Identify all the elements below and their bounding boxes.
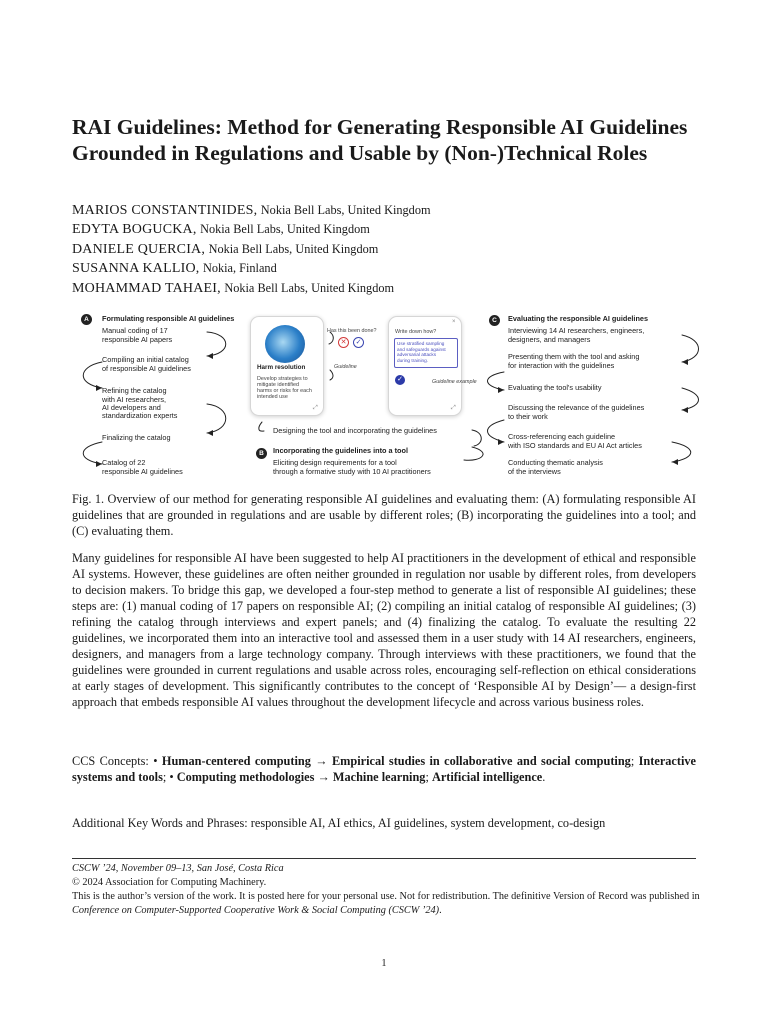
a-step-1-line2: responsible AI papers [102, 335, 173, 344]
a-step-3-line2: with AI researchers, [102, 395, 167, 404]
a-step-5-line1: Catalog of 22 [102, 458, 146, 467]
ccs-prefix: CCS Concepts: • [72, 754, 162, 768]
card-body-line2: mitigate identified [257, 382, 299, 388]
author-name: MOHAMMAD TAHAEI, [72, 280, 221, 296]
c-step-2-line1: Presenting them with the tool and asking [508, 352, 640, 361]
c-step-3-line1: Evaluating the tool's usability [508, 383, 602, 392]
ccs-concept: Empirical studies in collaborative and social computing [331, 754, 631, 768]
expand-icon: ⤢ [313, 405, 318, 411]
write-prompt: Write down how? [395, 329, 437, 335]
author-name: MARIOS CONSTANTINIDES, [72, 203, 258, 218]
card-question: Has this been done? [327, 328, 377, 334]
a-step-2-line2: of responsible AI guidelines [102, 364, 191, 373]
c-step-2-line2: for interaction with the guidelines [508, 361, 615, 370]
close-icon: × [452, 319, 456, 325]
connector-b-pre [259, 422, 264, 431]
author-affiliation: Nokia Bell Labs, United Kingdom [260, 203, 431, 217]
example-line3: adversarial attacks [397, 352, 437, 358]
b-desc-line1: Eliciting design requirements for a tool [273, 458, 397, 467]
author-entry [72, 279, 712, 298]
c-step-6-line2: of the interviews [508, 467, 561, 476]
footer [72, 862, 712, 918]
submit-check-icon: ✓ [395, 375, 405, 385]
check-icon: ✓ [353, 337, 364, 348]
b-pre-step: Designing the tool and incorporating the guidelines [273, 426, 437, 435]
footer-copyright: © 2024 Association for Computing Machinery. [72, 877, 267, 888]
guideline-card-harm [250, 316, 324, 416]
connector-card-guideline [330, 370, 333, 380]
page-number: 1 [381, 958, 387, 969]
connector-a1 [207, 332, 226, 356]
c-step-1-line2: designers, and managers [508, 335, 591, 344]
ccs-concept: Interactive systems and tools [72, 754, 697, 784]
method-overview-figure [72, 312, 700, 482]
connector-c3 [682, 388, 699, 410]
c-step-4-line2: to their work [508, 412, 548, 421]
connector-c1 [682, 335, 699, 362]
connector-b-link [464, 447, 483, 460]
ccs-concept: Artificial intelligence [431, 770, 543, 784]
a-step-3-line4: standardization experts [102, 411, 178, 420]
arrowhead [498, 387, 504, 393]
footer-divider [72, 858, 696, 859]
author-entry [72, 201, 712, 220]
abstract: Many guidelines for responsible AI have been suggested to help AI practitioners in the development of ethical and responsible AI systems. However, these guidelines are often neither grounded in regulation nor usable by different roles, from developers to decision makers. To bridge this gap, we developed a four-step method to generate a list of responsible AI guidelines; these steps are: (1) manual coding of 17 papers on responsible AI; (2) compiling an initial catalog of responsible AI guidelines; (3) refining the catalog through interviews and expert panels; and (4) finalizing the catalog. To evaluate the resulting 22 guidelines, we incorporated them into an interactive tool and assessed them in a user study with 14 AI researchers, engineers, designers, and managers from a large technology company. Through interviews with these practitioners, we found that the guidelines were grounded in current regulations and usable across roles, encouraging self-reflection on ethical considerations at early stages of development. This significantly contributes to the concept of ‘Responsible AI by Design’— a design-first approach that embeds responsible AI values throughout the development lifecycle and across various business roles. [72, 551, 696, 709]
author-name: DANIELE QUERCIA, [72, 241, 206, 257]
a-step-5-line2: responsible AI guidelines [102, 467, 183, 476]
section-c-title: Evaluating the responsible AI guidelines [508, 314, 649, 323]
author-affiliation: Nokia, Finland [202, 261, 277, 276]
a-step-4-line1: Finalizing the catalog [102, 433, 171, 442]
footer-note-journal: Conference on Computer-Supported Cooperative Work & Social Computing (CSCW ’24) [72, 905, 440, 916]
footer-venue: CSCW ’24, November 09–13, San José, Costa Rica [72, 863, 284, 874]
ccs-concept: Human-centered computing [161, 754, 311, 768]
author-entry [72, 240, 712, 259]
arrowhead [682, 359, 688, 365]
arrowhead [672, 459, 678, 465]
connector-b-right [472, 430, 481, 446]
a-step-3-line3: AI developers and [102, 403, 161, 412]
c-step-1-line1: Interviewing 14 AI researchers, engineers, [508, 326, 645, 335]
ccs-arrow: → [310, 754, 332, 768]
author-name: SUSANNA KALLIO, [72, 261, 200, 277]
author-affiliation: Nokia Bell Labs, United Kingdom [200, 222, 370, 237]
ccs-separator: ; [425, 770, 432, 784]
card-body-line3: harms or risks for each [257, 388, 312, 394]
figure-caption: Fig. 1. Overview of our method for generating responsible AI guidelines and evaluating them: (A) formulating responsible AI guidelines that are grounded in regulations and are usable by different roles; (B) incorporating the guidelines into a tool; and (C) evaluating them. [72, 492, 696, 538]
section-b-title: Incorporating the guidelines into a tool [273, 446, 408, 455]
expand-icon: ⤢ [451, 405, 456, 411]
section-a-badge: A [81, 314, 92, 325]
example-line2: and safeguards against [397, 346, 446, 352]
c-step-5-line2: with ISO standards and EU AI Act articles [508, 441, 642, 450]
card-body-line4: intended use [257, 394, 288, 400]
ccs-separator: ; [630, 754, 639, 768]
ccs-concepts [72, 753, 696, 785]
c-step-6-line1: Conducting thematic analysis [508, 458, 603, 467]
guideline-example-box [394, 338, 458, 368]
ccs-separator: ; • [162, 770, 177, 784]
cross-icon: ✕ [338, 337, 349, 348]
b-desc-line2: through a formative study with 10 AI practitioners [273, 467, 431, 476]
a-step-3-line1: Refining the catalog [102, 386, 167, 395]
guideline-label: Guideline [334, 364, 357, 370]
ccs-end: . [542, 770, 546, 784]
harm-illustration-icon [265, 325, 305, 363]
card-body-line1: Develop strategies to [257, 376, 308, 382]
footer-note [72, 890, 712, 918]
arrowhead [207, 430, 213, 436]
footer-note-end: . [439, 905, 442, 916]
a-step-1-line1: Manual coding of 17 [102, 326, 168, 335]
author-entry [72, 259, 712, 278]
author-name: EDYTA BOGUCKA, [72, 222, 197, 238]
author-affiliation: Nokia Bell Labs, United Kingdom [224, 280, 395, 295]
a-step-2-line1: Compiling an initial catalog [102, 355, 189, 364]
section-b-badge: B [256, 448, 267, 459]
footer-note-text: This is the author’s version of the work. It is posted here for your personal use. Not for redistribution. The definitive Version of Record was published in [72, 891, 700, 902]
section-c-badge: C [489, 315, 500, 326]
card-title: Harm resolution [257, 364, 306, 371]
connector-a3 [207, 404, 226, 433]
c-step-5-line1: Cross-referencing each guideline [508, 432, 616, 441]
author-list [72, 201, 712, 298]
connector-c5 [672, 442, 691, 462]
connector-a4 [83, 442, 102, 464]
keywords: Additional Key Words and Phrases: responsible AI, AI ethics, AI guidelines, system development, co-design [72, 816, 606, 830]
connector-c4 [488, 420, 505, 442]
arrowhead [207, 353, 213, 359]
author-entry [72, 220, 712, 239]
author-affiliation: Nokia Bell Labs, United Kingdom [208, 241, 379, 256]
guideline-example-label: Guideline example [432, 379, 477, 385]
section-a-title: Formulating responsible AI guidelines [102, 314, 235, 323]
ccs-concept: Machine learning [332, 770, 426, 784]
ccs-concept: Computing methodologies [176, 770, 315, 784]
arrowhead [498, 439, 504, 445]
example-line4: during training. [397, 357, 429, 363]
ccs-arrow: → [314, 770, 333, 784]
arrowhead [682, 407, 688, 413]
example-line1: Use stratified sampling [397, 341, 445, 346]
connector-c2 [488, 372, 505, 390]
c-step-4-line1: Discussing the relevance of the guidelines [508, 403, 645, 412]
paper-title: RAI Guidelines: Method for Generating Responsible AI Guidelines Grounded in Regulations and Usable by (Non-)Technical Roles [72, 115, 688, 165]
guideline-card-write [388, 316, 462, 416]
connector-a2 [83, 362, 102, 388]
